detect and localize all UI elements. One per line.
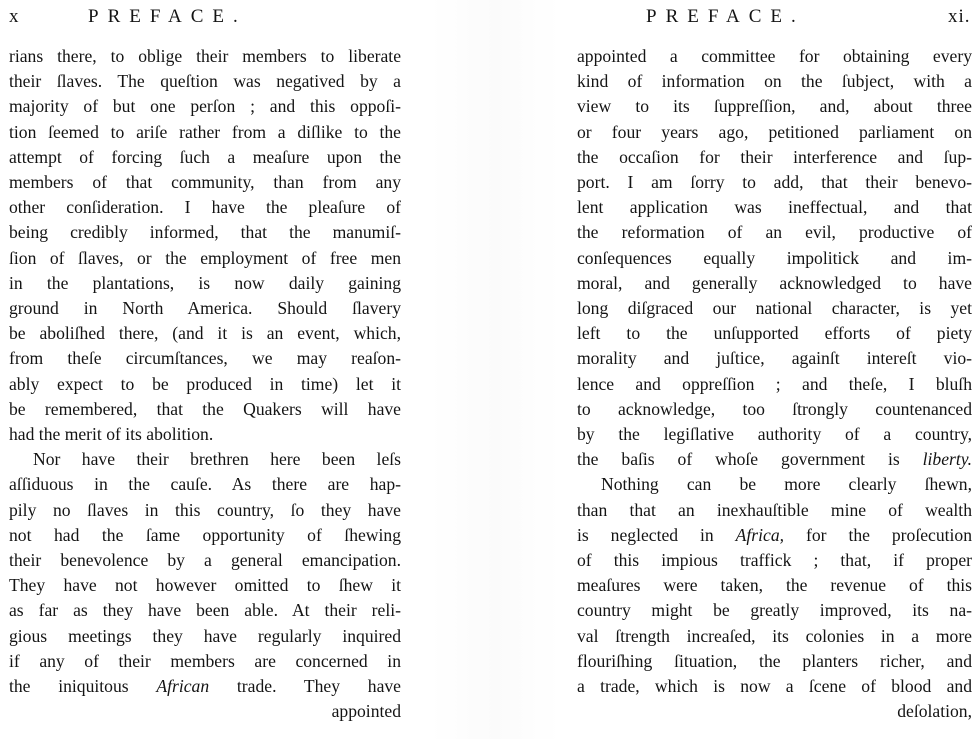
catchword: appointed [331,701,401,722]
text-line: left to the unſupported efforts of piety [577,323,972,344]
folio-number: x [9,6,20,27]
text-line: or four years ago, petitioned parliament on [577,121,972,142]
italic-word: African [156,676,210,697]
text-line: as far as they have been able. At their reli- [9,600,401,621]
text-line [577,523,972,548]
text-line: a trade, which is now a ſcene of blood and [577,676,972,697]
gutter [430,0,560,739]
text-line: gious meetings they have regularly inquired [9,625,401,646]
text-segment: the iniquitous [9,676,129,697]
text-line: of this impious traffick ; that, if proper [577,550,972,571]
text-line: ably expect to be produced in time) let it [9,373,401,394]
running-head: PREFACE. [88,6,247,27]
text-line: Nothing can be more clearly ſhewn, [601,474,972,495]
text-line: than that an inexhauſtible mine of wealth [577,499,972,520]
text-line: by the legiſlative authority of a country, [577,424,972,445]
text-line: majority of but one perſon ; and this oppoſi- [9,96,401,117]
italic-word: Africa, [735,524,785,545]
text-line: moral, and generally acknowledged to have [577,272,972,293]
text-line: in the plantations, is now daily gaining [9,272,401,293]
text-line: flouriſhing ſituation, the planters richer, and [577,650,972,671]
text-line: morality and juſtice, againſt intereſt vio- [577,348,972,369]
text-line [9,674,401,699]
text-line: members of that community, than from any [9,172,401,193]
running-head: PREFACE. [646,6,805,27]
text-line: not had the ſame opportunity of ſhewing [9,524,401,545]
text-line: meaſures were taken, the revenue of this [577,575,972,596]
text-segment: trade. They have [236,676,401,697]
text-line: tion ſeemed to ariſe rather from a diſlike to the [9,121,401,142]
text-line: had the merit of its abolition. [9,424,214,445]
text-line: long diſgraced our national character, is yet [577,298,972,319]
text-line: country might be greatly improved, its na- [577,600,972,621]
folio-number: xi. [948,6,971,27]
text-line: their ſlaves. The queſtion was negatived by a [9,71,401,92]
text-line: the occaſion for their interference and ſup- [577,146,972,167]
catchword: deſolation, [897,701,972,722]
text-line: lent application was ineffectual, and that [577,197,972,218]
text-line: val ſtrength increaſed, its colonies in a more [577,625,972,646]
text-segment: is neglected in [577,524,714,545]
text-line: the reformation of an evil, productive of [577,222,972,243]
text-line: ſion of ſlaves, or the employment of free men [9,247,401,268]
text-line: rians there, to oblige their members to liberate [9,46,401,66]
text-line: appointed a committee for obtaining every [577,46,972,66]
text-line: lence and oppreſſion ; and theſe, I bluſh [577,373,972,394]
text-line: to acknowledge, too ſtrongly countenanced [577,398,972,419]
text-line: view to its ſuppreſſion, and, about three [577,96,972,117]
text-line: They have not however omitted to ſhew it [9,575,401,596]
text-line [577,447,972,472]
text-line: Nor have their brethren here been leſs [33,449,401,470]
text-line: be remembered, that the Quakers will have [9,398,401,419]
text-line: other conſideration. I have the pleaſure of [9,197,401,218]
text-line: their benevolence by a general emancipation. [9,550,401,571]
text-line: pily no ſlaves in this country, ſo they have [9,499,401,520]
text-segment: the baſis of whoſe government is [577,449,900,470]
text-line: conſequences equally impolitick and im- [577,247,972,268]
left-page [0,0,430,739]
body-text [577,44,972,724]
text-line: aſſiduous in the cauſe. As there are hap- [9,474,401,495]
text-line: attempt of forcing ſuch a meaſure upon the [9,146,401,167]
text-line: ground in North America. Should ſlavery [9,298,401,319]
text-line: port. I am ſorry to add, that their benevo- [577,172,972,193]
italic-word: liberty. [922,449,972,470]
text-line: be aboliſhed there, (and it is an event, which, [9,323,401,344]
body-text [9,44,401,724]
text-line: kind of information on the ſubject, with a [577,71,972,92]
text-segment: for the proſecution [805,524,972,545]
text-line: if any of their members are concerned in [9,650,401,671]
text-line: from theſe circumſtances, we may reaſon- [9,348,401,369]
right-page [560,0,980,739]
text-line: being credibly informed, that the manumiſ- [9,222,401,243]
